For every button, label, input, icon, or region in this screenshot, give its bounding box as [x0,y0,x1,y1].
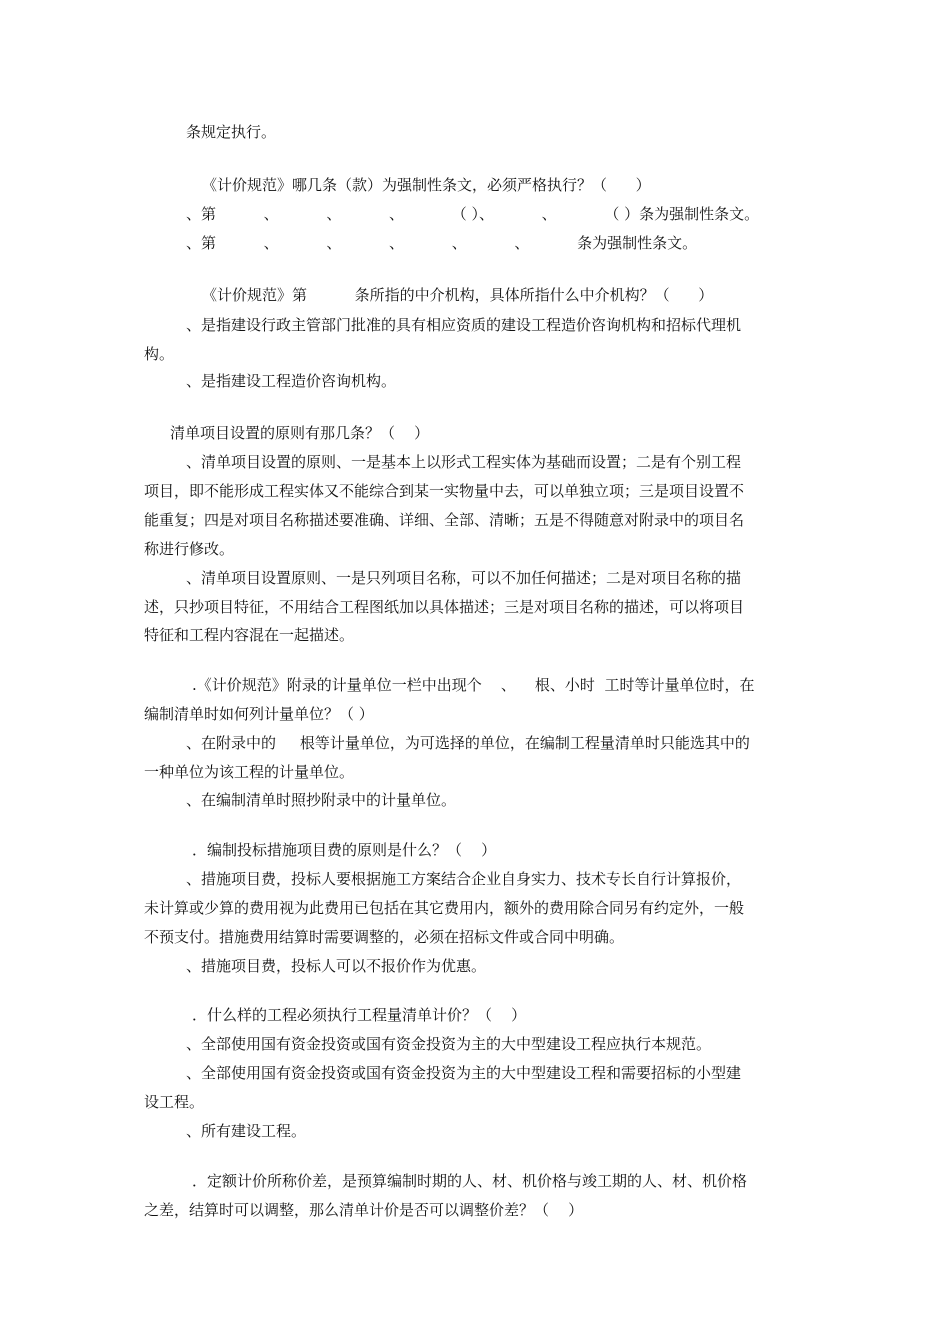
option-line: 、所有建设工程。 [186,1122,307,1140]
text-line: 述，只抄项目特征，不用结合工程图纸加以具体描述；三是对项目名称的描述，可以将项目 [144,598,745,616]
question-line: ．编制投标措施项目费的原则是什么？（ ） [192,841,497,859]
text-line: 项目，即不能形成工程实体又不能综合到某一实物量中去，可以单独立项；三是项目设置不 [144,482,745,500]
option-line: 、全部使用国有资金投资或国有资金投资为主的大中型建设工程应执行本规范。 [186,1035,712,1053]
question-line: ．什么样的工程必须执行工程量清单计价？（ ） [192,1006,527,1024]
text-line: 称进行修改。 [144,540,235,558]
text-line: 条规定执行。 [186,123,277,141]
option-line: 、第 、 、 、 、 、 条为强制性条文。 [186,234,698,252]
option-line: 、清单项目设置原则、一是只列项目名称，可以不加任何描述；二是对项目名称的描 [186,569,742,587]
option-line: 、是指建设工程造价咨询机构。 [186,372,397,390]
option-line: 、是指建设行政主管部门批准的具有相应资质的建设工程造价咨询机构和招标代理机 [186,316,742,334]
option-line: 、措施项目费，投标人要根据施工方案结合企业自身实力、技术专长自行计算报价， [186,870,742,888]
question-line: 清单项目设置的原则有那几条？（ ） [170,424,430,442]
question-line: 《计价规范》第 条所指的中介机构，具体所指什么中介机构？（ ） [202,286,714,304]
text-line: 未计算或少算的费用视为此费用已包括在其它费用内，额外的费用除合同另有约定外，一般 [144,899,745,917]
question-line: .《计价规范》附录的计量单位一栏中出现个 、 根、小时 工时等计量单位时，在 [192,676,755,694]
question-line: ．定额计价所称价差，是预算编制时期的人、材、机价格与竣工期的人、材、机价格 [192,1172,748,1190]
text-line: 设工程。 [144,1093,205,1111]
text-line: 之差，结算时可以调整，那么清单计价是否可以调整价差？（ ） [144,1201,584,1219]
option-line: 、清单项目设置的原则、一是基本上以形式工程实体为基础而设置；二是有个别工程 [186,453,742,471]
text-line: 不预支付。措施费用结算时需要调整的，必须在招标文件或合同中明确。 [144,928,625,946]
option-line: 、措施项目费，投标人可以不报价作为优惠。 [186,957,487,975]
text-line: 特征和工程内容混在一起描述。 [144,626,355,644]
text-line: 一种单位为该工程的计量单位。 [144,763,355,781]
text-line: 构。 [144,345,175,363]
question-line: 《计价规范》哪几条（款）为强制性条文，必须严格执行？（ ） [202,176,651,194]
option-line: 、第 、 、 、 （ ）、 、 （ ）条为强制性条文。 [186,205,760,223]
text-line: 编制清单时如何列计量单位？（ ） [144,705,374,723]
option-line: 、在附录中的 根等计量单位，为可选择的单位，在编制工程量清单时只能选其中的 [186,734,750,752]
text-line: 能重复；四是对项目名称描述要准确、详细、全部、清晰；五是不得随意对附录中的项目名 [144,511,745,529]
option-line: 、全部使用国有资金投资或国有资金投资为主的大中型建设工程和需要招标的小型建 [186,1064,742,1082]
option-line: 、在编制清单时照抄附录中的计量单位。 [186,791,457,809]
